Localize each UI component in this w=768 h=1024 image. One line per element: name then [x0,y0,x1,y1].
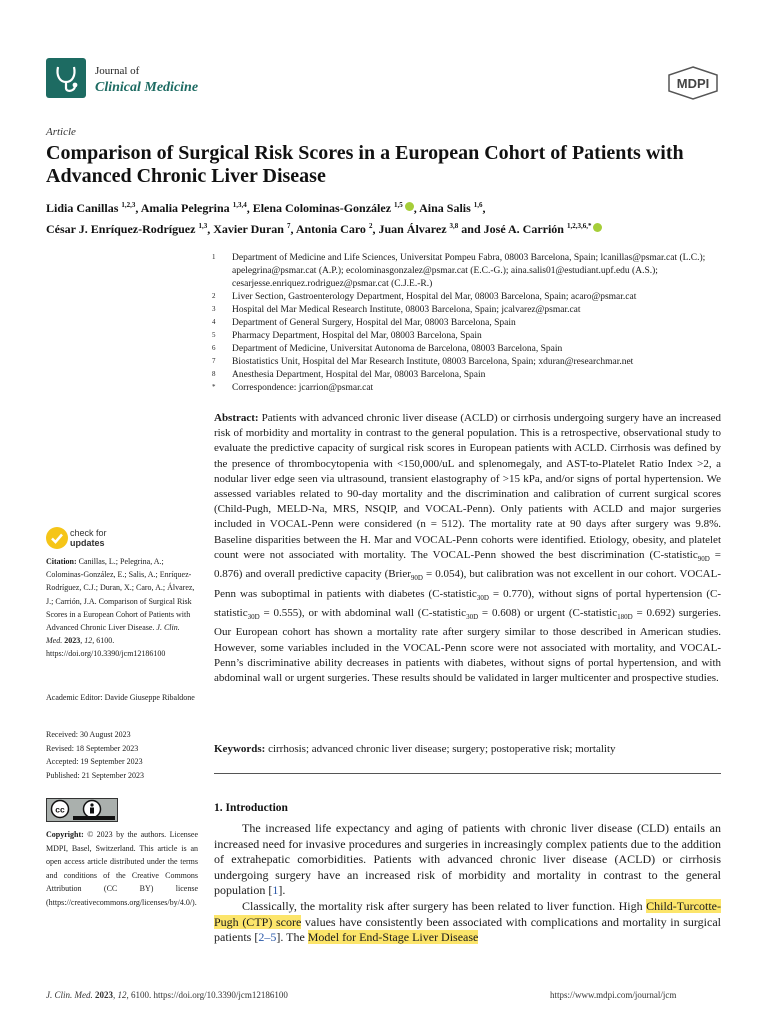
author-name: Lidia Canillas [46,201,119,215]
journal-logo-icon [46,58,86,98]
author-name: Xavier Duran [213,222,284,236]
svg-text:MDPI: MDPI [676,76,710,91]
author-name: José A. Carrión [483,222,564,236]
affiliation-item: 4 Department of General Surgery, Hospital del Mar, 08003 Barcelona, Spain [212,318,516,328]
svg-text:cc: cc [55,804,65,815]
date-published: Published: 21 September 2023 [46,770,144,780]
author-name: César J. Enríquez-Rodríguez [46,222,196,236]
divider [214,773,721,774]
affiliation-item: 1 Department of Medicine and Life Sciences, Universitat Pompeu Fabra, 08003 Barcelona, Spain; lcanillas@psmar.cat (L.C.); apelegrina@psmar.cat (A.P.); ecolominasgonzalez@psmar.cat (E.C.-G.); aina.salis01@estudiant.upf.edu (A.S.); cesarjesse.enriquez.rodriguez@psmar.cat (C.J.E.-R.) [212,253,706,289]
orcid-icon[interactable] [593,223,602,232]
affiliations [212,252,732,395]
author-name: Aina Salis [419,201,471,215]
highlighted-text: Model for End-Stage Liver Disease [307,930,479,945]
citation: Citation: Canillas, L.; Pelegrina, A.; Colominas-González, E.; Salis, A.; Enríquez-Rodríguez, C.J.; Duran, X.; Caro, A.; Álvarez, J.; Carrión, J.A. Comparison of Surgical Risk Scores in a European Cohort of Patients with Advanced Chronic Liver Disease. J. Clin. Med. 2023, 12, 6100. https://doi.org/10.3390/jcm12186100 [46,557,195,659]
mdpi-logo [666,66,720,100]
author-name: Antonia Caro [295,222,366,236]
date-revised: Revised: 18 September 2023 [46,743,139,753]
footer-journal-url[interactable]: https://www.mdpi.com/journal/jcm [550,990,677,1000]
reference-link[interactable]: 2–5 [258,930,277,945]
abstract-label: Abstract: [214,412,259,424]
copyright: Copyright: © 2023 by the authors. Licensee MDPI, Basel, Switzerland. This article is an open access article distributed under the terms and conditions of the Creative Commons Attribution (CC BY) license (https://creativecommons.org/licenses/by/4.0/). [46,830,199,907]
abstract: Abstract: Patients with advanced chronic liver disease (ACLD) or cirrhosis undergoing surgery have an increased risk of morbidity and mortality in contrast to the general population. This is a retrospective, observational study to evaluate the predictive capacity of surgical risk scores in European patients with ACLD. Cirrhosis was defined by the presence of thrombocytopenia with <150,000/uL and splenomegaly, and AST-to-Platelet Ratio Index >2, a nodular liver edge seen via ultrasound, transient elastography of >15 kPa, and/or signs of portal hypertension. We assessed variables related to 90-day mortality and the discrimination and calibration of current surgical scores (Child-Pugh, MELD-Na, MRS, NSQIP, and VOCAL-Penn). Only patients with ACLD and major surgeries included in VOCAL-Penn were considered (n = 512). The mortality rate at 90 days after surgery was 9.8%. Baseline disparities between the H. Mar and VOCAL-Penn cohorts were identified. Etiology, obesity, and platelet count were not associated with mortality. The VOCAL-Penn showed the best discrimination (C-statistic$_{90D}$ = 0.876) and overall predictive capacity (Brier$_{90D}$ = 0.054), but calibration was not excellent in our cohort. VOCAL-Penn was suboptimal in patients with diabetes (C-statistic$_{30D}$ = 0.770), without signs of portal hypertension (C-statistic$_{30D}$ = 0.555), or with abdominal wall (C-statistic$_{30D}$ = 0.608) or urgent (C-statistic$_{180D}$ = 0.692) surgeries. Our European cohort has shown a mortality rate after surgery similar to those described in American studies. However, some variables included in the VOCAL-Penn score were not associated with mortality, and VOCAL-Penn’s discriminative ability decreases in patients with diabetes, without signs of portal hypertension, and with abdominal wall or urgent surgeries. These results should be validated in larger multicenter and prospective studies. [214,412,722,684]
affiliation-item: 3 Hospital del Mar Medical Research Institute, 08003 Barcelona, Spain; jcalvarez@psmar.cat [212,305,581,315]
author-name: Amalia Pelegrina [140,201,230,215]
affiliation-item: 5 Pharmacy Department, Hospital del Mar, 08003 Barcelona, Spain [212,331,482,341]
reference-link[interactable]: 1 [272,883,279,898]
publication-dates [46,728,196,782]
highlighted-text: Child-Turcotte-Pugh (CTP) score [214,898,721,929]
author-name: Elena Colominas-González [252,201,392,215]
cc-by-license-icon[interactable] [46,798,118,822]
affiliation-item: 2 Liver Section, Gastroenterology Department, Hospital del Mar, 08003 Barcelona, Spain; acaro@psmar.cat [212,292,637,302]
article-type: Article [46,126,76,138]
footer-citation: J. Clin. Med. 2023, 12, 6100. https://doi.org/10.3390/jcm12186100 [46,990,288,1000]
correspondence: * Correspondence: jcarrion@psmar.cat [212,383,374,393]
check-for-updates-icon[interactable] [46,527,68,549]
author-list: Lidia Canillas $^{1,2,3}$, Amalia Pelegrina $^{1,3,4}$, Elena Colominas-González $^{1,5}$ , Aina Salis $^{1,6}$, César J. Enríquez-Rodríguez $^{1,3}$, Xavier Duran $^7$, Antonia Caro $^2$, Juan Álvarez $^{3,8}$ and José A. Carrión $^{1,2,3,6,*}$ [46,196,736,238]
keywords: Keywords: cirrhosis; advanced chronic liver disease; surgery; postoperative risk; mortality [214,743,616,755]
keywords-label: Keywords: [214,743,266,755]
academic-editor: Academic Editor: Davide Giuseppe Ribaldone [46,693,195,702]
author-name: Juan Álvarez [378,222,447,236]
section-heading-introduction: 1. Introduction [214,802,288,814]
date-received: Received: 30 August 2023 [46,730,131,739]
journal-name-line2: Clinical Medicine [95,80,199,95]
date-accepted: Accepted: 19 September 2023 [46,757,143,766]
orcid-icon[interactable] [405,202,414,211]
affiliation-item: 8 Anesthesia Department, Hospital del Mar, 08003 Barcelona, Spain [212,370,486,380]
article-title: Comparison of Surgical Risk Scores in a European Cohort of Patients with Advanced Chronic Liver Disease [46,142,684,187]
journal-name-line1: Journal of [95,65,140,77]
affiliation-item: 7 Biostatistics Unit, Hospital del Mar Research Institute, 08003 Barcelona, Spain; xduran@researchmar.net [212,357,634,367]
affiliation-item: 6 Department of Medicine, Universitat Autonoma de Barcelona, 08003 Barcelona, Spain [212,344,563,354]
paragraph: Classically, the mortality risk after surgery has been related to liver function. High Child-Turcotte-Pugh (CTP) score values have consistently been associated with complications and mortality in surgical patients [2–5]. The Model for End-Stage Liver Disease [214,898,721,945]
introduction-body [214,821,721,946]
paragraph: The increased life expectancy and aging of patients with chronic liver disease (CLD) entails an increased need for invasive procedures and surgeries in increasingly complex patients due to the addition of extrahepatic comorbidities. Patients with advanced chronic liver disease (ACLD) or cirrhosis undergoing surgery have an increased risk of morbidity and mortality in contrast to the general population [1]. [214,821,721,898]
check-for-updates-label[interactable]: check for updates [70,528,107,548]
